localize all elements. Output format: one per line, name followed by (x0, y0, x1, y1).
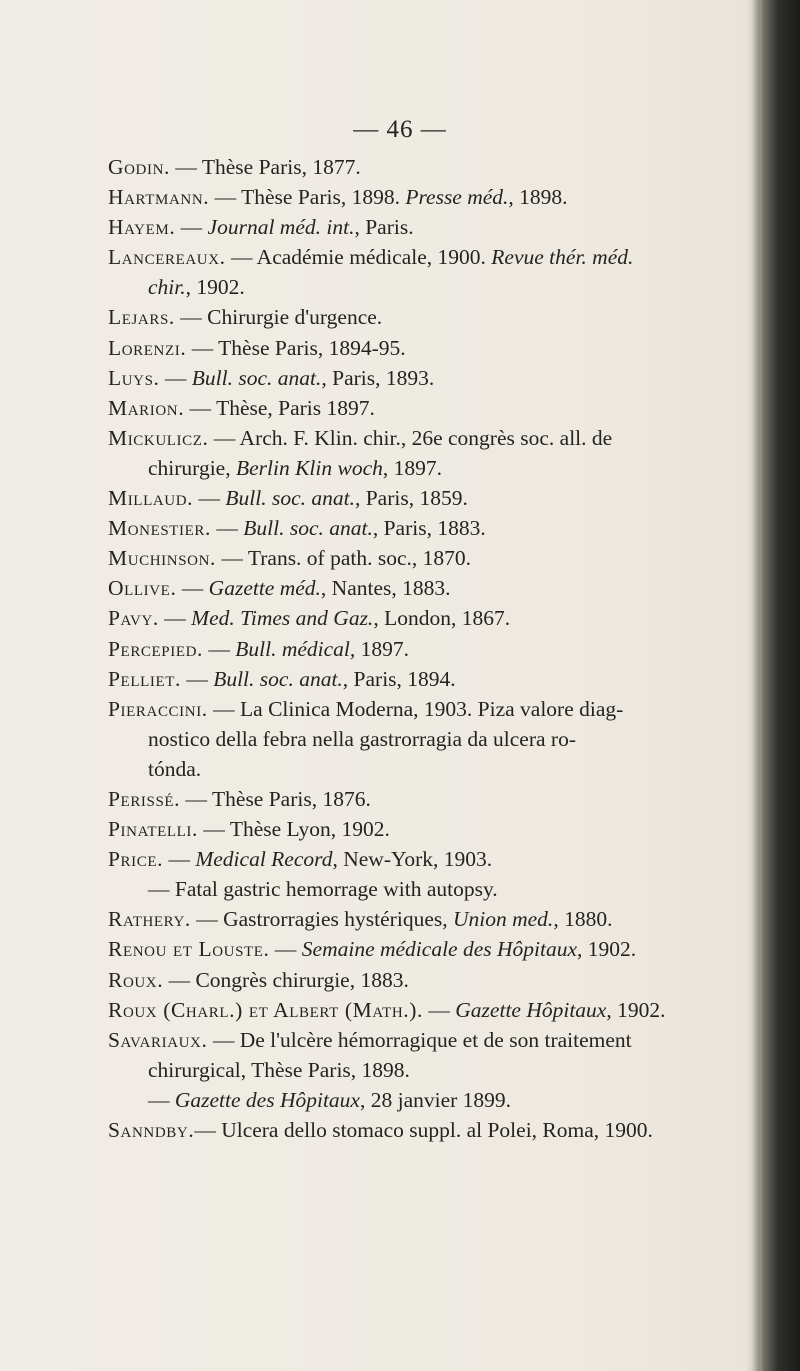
entry-author: Pelliet. (108, 666, 181, 691)
entry-author: Sanndby. (108, 1118, 195, 1142)
entry-text: — Thèse Paris, 1876. (180, 786, 371, 811)
entry-text: — Fatal gastric hemorrage with autopsy. (148, 877, 498, 902)
entry-first-line (108, 155, 361, 179)
entry-publication-title: chir. (148, 275, 186, 300)
entry-first-line (108, 366, 434, 390)
entry-text: tónda. (148, 756, 202, 781)
entry-publication-title: Gazette méd. (208, 576, 321, 601)
entry-text: , 1902. (577, 937, 637, 962)
entry-publication-title: Med. Times and Gaz. (191, 606, 374, 631)
entry-publication-title: Medical Record (195, 847, 333, 872)
bibliography-entry (108, 904, 748, 934)
bibliography-entry (108, 694, 748, 784)
bibliography-entry (108, 363, 748, 393)
entry-publication-title: Berlin Klin woch (235, 455, 383, 480)
entry-text: — (163, 847, 196, 872)
bibliography-entry (108, 965, 748, 995)
entry-author: Muchinson. (108, 546, 216, 571)
bibliography-entry (108, 634, 748, 664)
entry-text: — Thèse Paris, 1898. (209, 185, 406, 210)
entry-continuation-line (108, 724, 748, 754)
entry-author: Pavy. (108, 606, 159, 631)
entry-text: — (148, 1087, 175, 1112)
entry-text: — (269, 937, 302, 962)
bibliography-entry (108, 483, 748, 513)
entry-text: — Arch. F. Klin. chir., 26e congrès soc. all. de (208, 425, 613, 450)
entry-text: — (203, 636, 236, 661)
entry-text: , Paris, 1859. (354, 486, 468, 511)
entry-text: chirurgical, Thèse Paris, 1898. (148, 1057, 410, 1082)
entry-text: — (158, 606, 192, 631)
entry-publication-title: Bull. soc. anat. (243, 516, 373, 541)
entry-text: — (180, 666, 214, 691)
entry-continuation-line (108, 754, 748, 784)
entry-first-line (108, 937, 636, 961)
bibliography-entry (108, 333, 748, 363)
entry-author: Roux. (108, 967, 164, 992)
entry-continuation-line (108, 1055, 748, 1085)
entry-text: — Trans. of path. soc., 1870. (216, 546, 472, 571)
entry-author: Hayem. (108, 215, 176, 240)
entry-text: , 1880. (553, 907, 613, 932)
entry-publication-title: Gazette des Hôpitaux (174, 1087, 360, 1112)
entry-text: — Gastrorragies hystériques, (190, 907, 453, 932)
entry-author: Mickulicz. (108, 425, 209, 450)
entry-publication-title: Gazette Hôpitaux (455, 997, 607, 1022)
entry-author: Pinatelli. (108, 817, 198, 842)
entry-first-line (108, 576, 451, 600)
entry-author: Percepied. (108, 636, 203, 661)
entry-text: , Paris. (354, 215, 414, 240)
bibliography-entry (108, 784, 748, 814)
entry-author: Rathery. (108, 907, 191, 932)
bibliography-list (108, 152, 748, 1145)
entry-publication-title: Bull. soc. anat. (213, 666, 343, 691)
bibliography-entry (108, 874, 748, 904)
entry-text: — (159, 365, 192, 390)
entry-text: nostico della febra nella gastrorragia da ulcera ro- (148, 726, 576, 751)
entry-first-line (108, 817, 390, 841)
entry-author: Marion. (108, 395, 185, 420)
entry-text: , Nantes, 1883. (320, 576, 451, 601)
entry-first-line (108, 1088, 511, 1112)
entry-publication-title: Union med. (452, 907, 554, 932)
entry-continuation-line (108, 453, 748, 483)
entry-first-line (108, 305, 382, 329)
entry-author: Ollive. (108, 576, 177, 601)
entry-first-line (108, 215, 414, 239)
entry-continuation-line (108, 272, 748, 302)
entry-text: — (193, 486, 226, 511)
entry-author: Perissé. (108, 786, 181, 811)
entry-author: Hartmann. (108, 185, 210, 210)
entry-author: Savariaux. (108, 1027, 208, 1052)
entry-first-line (108, 907, 612, 931)
entry-first-line (108, 1028, 632, 1052)
bibliography-entry (108, 995, 748, 1025)
entry-text: — (176, 576, 209, 601)
entry-publication-title: Presse méd. (405, 185, 509, 210)
entry-first-line (108, 396, 375, 420)
entry-first-line (108, 998, 665, 1022)
entry-author: Monestier. (108, 516, 211, 541)
entry-author: Renou et Louste. (108, 937, 270, 962)
entry-text: , London, 1867. (373, 606, 511, 631)
entry-author: Lorenzi. (108, 335, 187, 360)
bibliography-entry (108, 573, 748, 603)
entry-publication-title: Revue thér. méd. (491, 245, 634, 270)
entry-text: , 1898. (508, 185, 568, 210)
entry-publication-title: Semaine médicale des Hôpitaux (301, 937, 578, 962)
entry-first-line (108, 877, 498, 901)
entry-text: — De l'ulcère hémorragique et de son traitement (207, 1027, 632, 1052)
entry-text: chirurgie, (148, 455, 236, 480)
bibliography-entry (108, 182, 748, 212)
entry-author: Godin. (108, 155, 170, 179)
bibliography-entry (108, 302, 748, 332)
book-binding (752, 0, 800, 1371)
entry-text: — Chirurgie d'urgence. (174, 305, 383, 330)
entry-author: Lejars. (108, 305, 175, 330)
entry-author: Pieraccini. (108, 696, 208, 721)
entry-publication-title: Bull. soc. anat. (225, 486, 355, 511)
bibliography-entry (108, 543, 748, 573)
entry-publication-title: Bull. soc. anat. (191, 365, 322, 390)
entry-first-line (108, 637, 409, 661)
bibliography-entry (108, 1115, 748, 1145)
bibliography-entry (108, 934, 748, 964)
bibliography-entry (108, 423, 748, 483)
bibliography-entry (108, 393, 748, 423)
entry-author: Millaud. (108, 486, 194, 511)
entry-text: — La Clinica Moderna, 1903. Piza valore diag- (207, 696, 624, 721)
entry-text: , 1902. (185, 275, 245, 300)
entry-first-line (108, 245, 633, 269)
entry-text: , 28 janvier 1899. (359, 1087, 512, 1112)
entry-text: — (423, 997, 456, 1022)
entry-first-line (108, 667, 456, 691)
entry-text: , New-York, 1903. (332, 847, 493, 872)
entry-first-line (108, 516, 486, 540)
entry-first-line (108, 847, 492, 871)
entry-text: , Paris, 1894. (342, 666, 456, 691)
entry-first-line (108, 185, 568, 209)
entry-text: — Congrès chirurgie, 1883. (163, 967, 409, 992)
page-number: — 46 — (353, 116, 447, 143)
entry-first-line (108, 787, 371, 811)
entry-author: Price. (108, 847, 164, 872)
bibliography-entry (108, 814, 748, 844)
entry-author: Lancereaux. (108, 245, 226, 270)
entry-author: Roux (Charl.) et Albert (Math.). (108, 997, 424, 1022)
entry-text: , Paris, 1883. (372, 516, 486, 541)
entry-publication-title: Bull. médical, (235, 636, 356, 661)
bibliography-entry (108, 513, 748, 543)
entry-text: — (211, 516, 244, 541)
entry-text: , 1897. (382, 455, 443, 480)
entry-first-line (108, 697, 623, 721)
entry-first-line (108, 546, 471, 570)
entry-text: — Thèse, Paris 1897. (184, 395, 375, 420)
entry-text: , Paris, 1893. (321, 365, 435, 390)
entry-author: Luys. (108, 365, 160, 390)
entry-first-line (108, 606, 510, 630)
bibliography-entry (108, 664, 748, 694)
entry-text: — Thèse Lyon, 1902. (197, 817, 390, 842)
bibliography-entry (108, 152, 748, 182)
entry-text: , 1902. (606, 997, 666, 1022)
entry-first-line (108, 426, 612, 450)
bibliography-entry (108, 603, 748, 633)
entry-text: — Thèse Paris, 1894-95. (186, 335, 406, 360)
bibliography-entry (108, 242, 748, 302)
entry-first-line (108, 1118, 653, 1142)
entry-text: 1897. (355, 636, 410, 661)
bibliography-entry (108, 212, 748, 242)
entry-first-line (108, 336, 406, 360)
entry-text: — Académie médicale, 1900. (225, 245, 492, 270)
entry-text: — (175, 215, 208, 240)
bibliography-entry (108, 1025, 748, 1085)
bibliography-entry (108, 1085, 748, 1115)
bibliography-entry (108, 844, 748, 874)
entry-publication-title: Journal méd. int. (207, 215, 355, 240)
entry-first-line (108, 486, 468, 510)
entry-text: — Thèse Paris, 1877. (170, 155, 361, 179)
entry-text: — Ulcera dello stomaco suppl. al Polei, Roma, 1900. (194, 1118, 653, 1142)
entry-first-line (108, 968, 409, 992)
